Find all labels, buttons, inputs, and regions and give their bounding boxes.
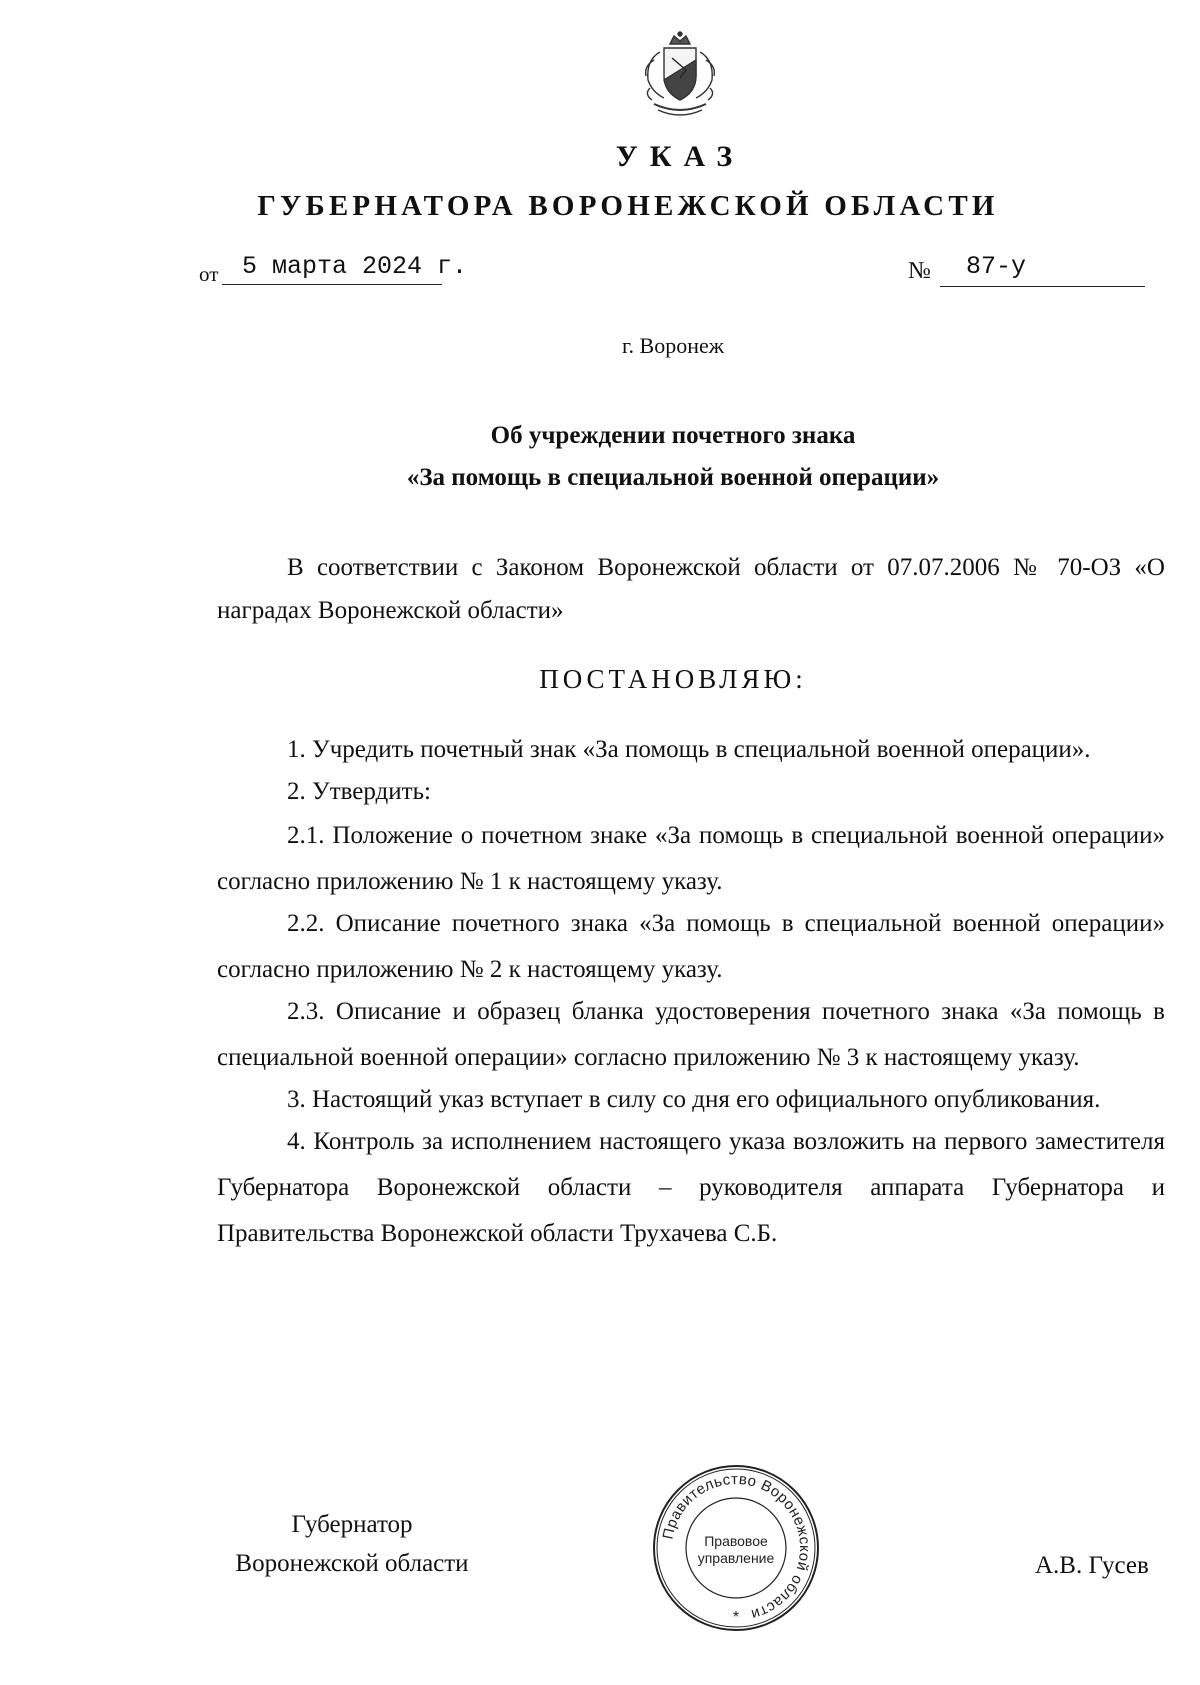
paragraph-3: 3. Настоящий указ вступает в силу со дня его официального опубликования. [287,1086,1101,1113]
resolve-heading: ПОСТАНОВЛЯЮ: [539,664,807,694]
document-date: 5 марта 2024 г. [242,252,468,281]
stamp-star: * [732,1609,740,1626]
paragraph-2-3: 2.3. Описание и образец бланка удостоверения почетного знака «За помощь в специальной военной операции» согласно приложению № 3 к настоящему указу. [217,998,1165,1071]
number-underline [940,286,1145,287]
stamp-center-line-2: управление [697,1550,775,1566]
issuing-authority-heading: ГУБЕРНАТОРА ВОРОНЕЖСКОЙ ОБЛАСТИ [257,190,999,222]
signer-position-line-2: Воронежской области [235,1550,469,1577]
document-title-line-2: «За помощь в специальной военной операции» [406,464,940,491]
signer-position-line-1: Губернатор [291,1511,413,1538]
document-title-line-1: Об учреждении почетного знака [490,422,856,449]
decree-body [217,727,1165,1257]
official-stamp [650,1462,822,1634]
issuing-city: г. Воронеж [622,333,724,358]
paragraph-4: 4. Контроль за исполнением настоящего указа возложить на первого заместителя Губернатора Воронежской области – руководителя аппарата Губернатора и Правительства Воронежской области Трухачева С.Б. [217,1128,1165,1247]
stamp-ring-text: Правительство Воронежской области [659,1470,814,1624]
date-underline [222,284,442,285]
paragraph-1: 1. Учредить почетный знак «За помощь в специальной военной операции». [287,736,1091,763]
stamp-center-line-1: Правовое [704,1533,768,1549]
number-prefix: № [908,258,931,284]
preamble-paragraph: В соответствии с Законом Воронежской области от 07.07.2006 № 70-ОЗ «О наградах Воронежской области» [217,554,1165,624]
signer-name: А.В. Гусев [1035,1552,1149,1579]
document-number: 87-у [966,252,1027,281]
document-type-heading: УКАЗ [615,140,745,173]
paragraph-2-1: 2.1. Положение о почетном знаке «За помощь в специальной военной операции» согласно приложению № 1 к настоящему указу. [217,822,1165,895]
coat-of-arms-emblem [624,30,736,122]
paragraph-2-2: 2.2. Описание почетного знака «За помощь в специальной военной операции» согласно приложению № 2 к настоящему указу. [217,910,1165,983]
paragraph-2: 2. Утвердить: [287,778,431,805]
date-prefix: от [199,262,219,286]
